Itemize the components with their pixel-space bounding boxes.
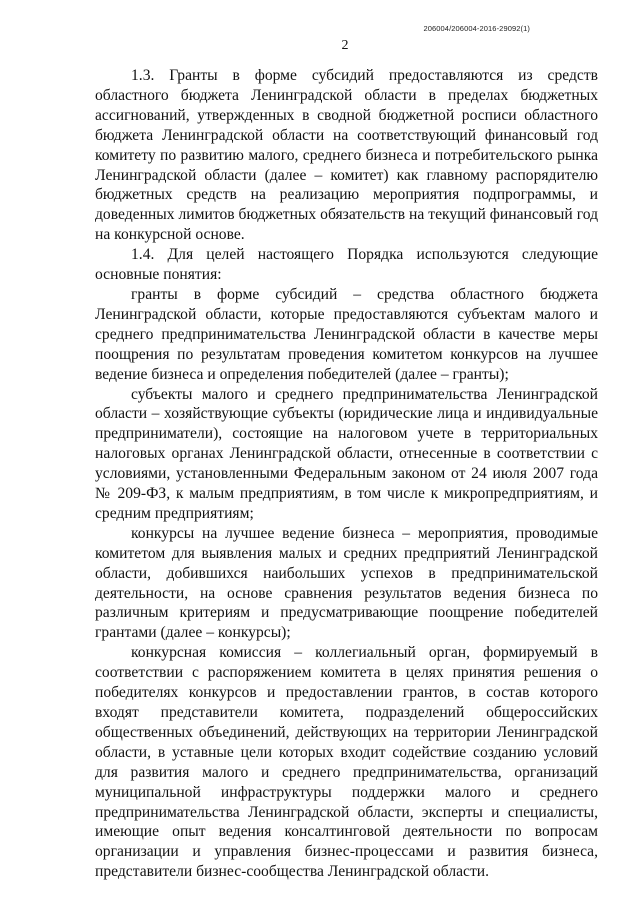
definition-grants: гранты в форме субсидий – средства областного бюджета Ленинградской области, которые предоставляются субъектам малого и среднего предпринимательства Ленинградской области в качестве меры поощрения по результатам проведения комитетом конкурсов на лучшее ведение бизнеса и определения победителей (далее – гранты); bbox=[95, 285, 598, 383]
paragraph-1-3: 1.3. Гранты в форме субсидий предоставляются из средств областного бюджета Ленинградской области в пределах бюджетных ассигнований, утвержденных в сводной бюджетной росписи областного бюджета Ленинградской области на соответствующий финансовый год комитету по развитию малого, среднего бизнеса и потребительского рынка Ленинградской области (далее – комитет) как главному распорядителю бюджетных средств на реализацию мероприятия подпрограммы, и доведенных лимитов бюджетных обязательств на текущий финансовый год на конкурсной основе. bbox=[95, 67, 598, 244]
definition-commission: конкурсная комиссия – коллегиальный орган, формируемый в соответствии с распоряжением комитета в целях принятия решения о победителях конкурсов и предоставлении грантов, в состав которого входят представители комитета, подразделений общероссийских общественных объединений, действующих на территории Ленинградской области, в уставные цели которых входит содействие созданию условий для развития малого и среднего предпринимательства, организаций муниципальной инфраструктуры поддержки малого и среднего предпринимательства Ленинградской области, эксперты и специалисты, имеющие опыт ведения консалтинговой деятельности по вопросам организации и управления бизнес-процессами и развития бизнеса, представители бизнес-сообщества Ленинградской области. bbox=[95, 644, 598, 881]
paragraph-1-4: 1.4. Для целей настоящего Порядка используются следующие основные понятия: bbox=[95, 246, 598, 284]
page-number: 2 bbox=[341, 38, 349, 53]
definition-sme-subjects: субъекты малого и среднего предпринимательства Ленинградской области – хозяйствующие субъекты (юридические лица и индивидуальные предприниматели), состоящие на налоговом учете в территориальных налоговых органах Ленинградской области, отнесенные в соответствии с условиями, установленными Федеральным законом от 24 июля 2007 года № 209-ФЗ, к малым предприятиям, в том числе к микропредприятиям, и средним предприятиям; bbox=[95, 385, 598, 522]
document-code: 206004/206004-2016-29092(1) bbox=[423, 24, 530, 33]
document-body bbox=[95, 66, 598, 882]
definition-contests: конкурсы на лучшее ведение бизнеса – мероприятия, проводимые комитетом для выявления малых и средних предприятий Ленинградской области, добившихся наибольших успехов в предпринимательской деятельности, на основе сравнения результатов ведения бизнеса по различным критериям и предусматривающие поощрение победителей грантами (далее – конкурсы); bbox=[95, 524, 598, 642]
